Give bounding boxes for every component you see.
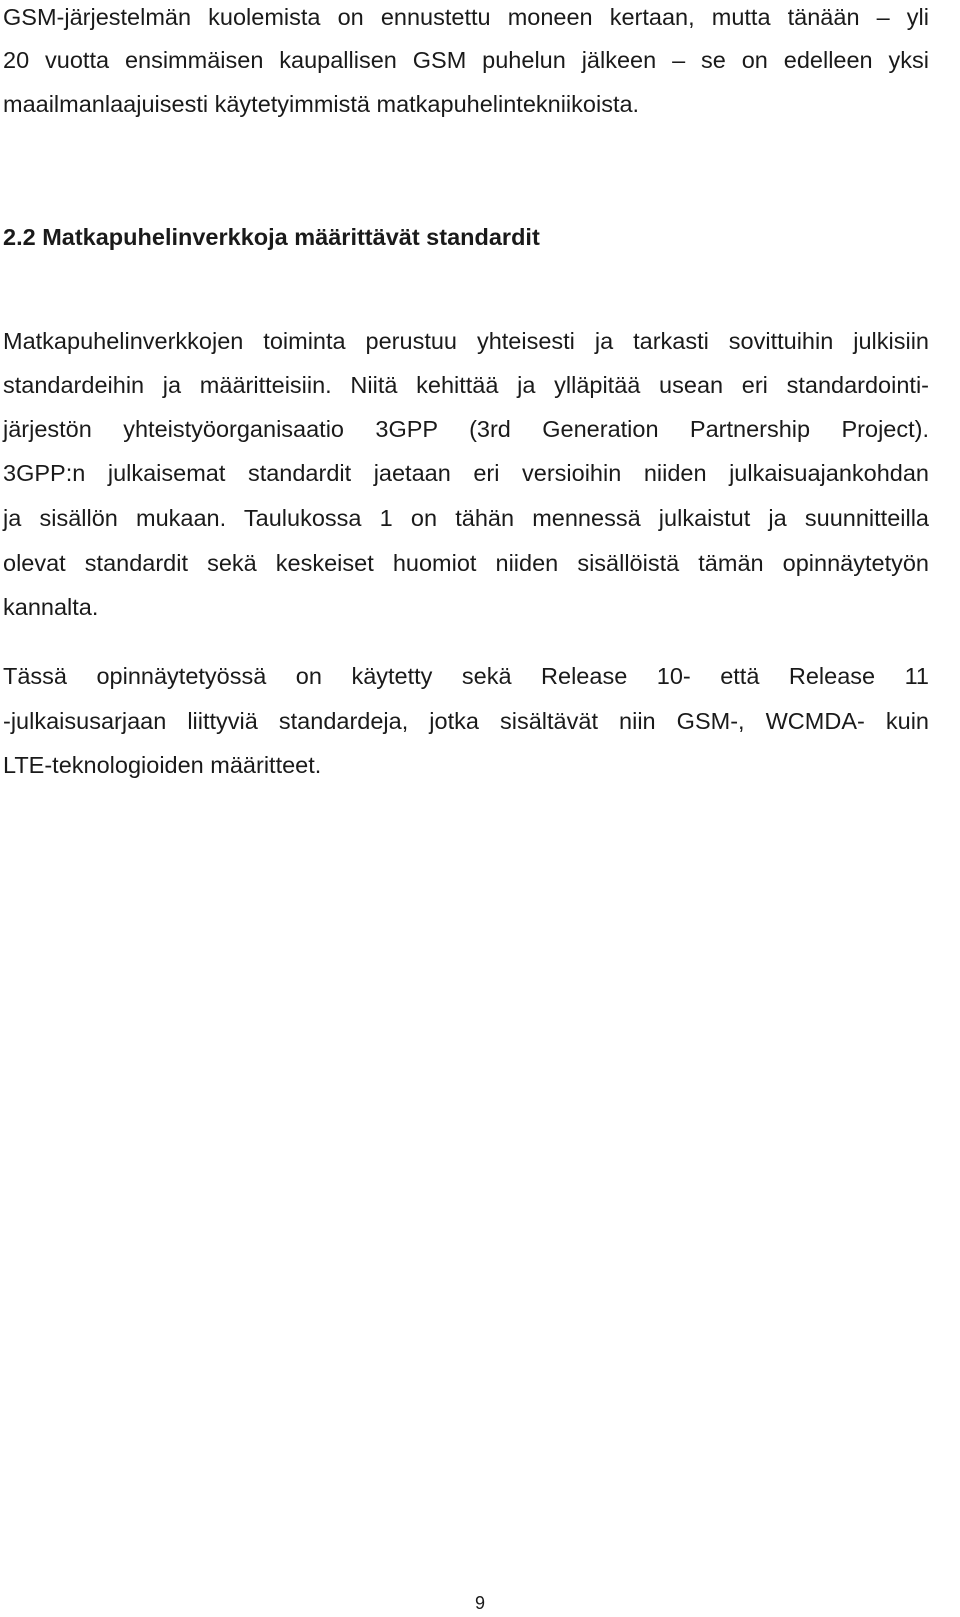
section-heading: 2.2 Matkapuhelinverkkoja määrittävät standardit xyxy=(3,224,540,250)
text-line: järjestön yhteistyöorganisaatio 3GPP (3rd Generation Partnership Project). xyxy=(3,416,929,442)
text-line: GSM-järjestelmän kuolemista on ennustettu moneen kertaan, mutta tänään – yli xyxy=(3,4,929,30)
text-line: standardeihin ja määritteisiin. Niitä kehittää ja ylläpitää usean eri standardointi- xyxy=(3,372,929,398)
text-line: 3GPP:n julkaisemat standardit jaetaan eri versioihin niiden julkaisuajankohdan xyxy=(3,460,929,486)
text-line: ja sisällön mukaan. Taulukossa 1 on tähän mennessä julkaistut ja suunnitteilla xyxy=(3,505,929,531)
text-line: 20 vuotta ensimmäisen kaupallisen GSM puhelun jälkeen – se on edelleen yksi xyxy=(3,47,929,73)
text-line: Tässä opinnäytetyössä on käytetty sekä Release 10- että Release 11 xyxy=(3,663,929,689)
page-number: 9 xyxy=(474,1593,485,1613)
text-line: maailmanlaajuisesti käytetyimmistä matkapuhelintekniikoista. xyxy=(3,91,640,117)
text-line: -julkaisusarjaan liittyviä standardeja, jotka sisältävät niin GSM-, WCMDA- kuin xyxy=(3,708,929,734)
text-line: LTE-teknologioiden määritteet. xyxy=(3,752,322,778)
text-line: olevat standardit sekä keskeiset huomiot niiden sisällöistä tämän opinnäytetyön xyxy=(3,550,929,576)
text-line: kannalta. xyxy=(3,594,99,620)
text-line: Matkapuhelinverkkojen toiminta perustuu yhteisesti ja tarkasti sovittuihin julkisiin xyxy=(3,328,929,354)
